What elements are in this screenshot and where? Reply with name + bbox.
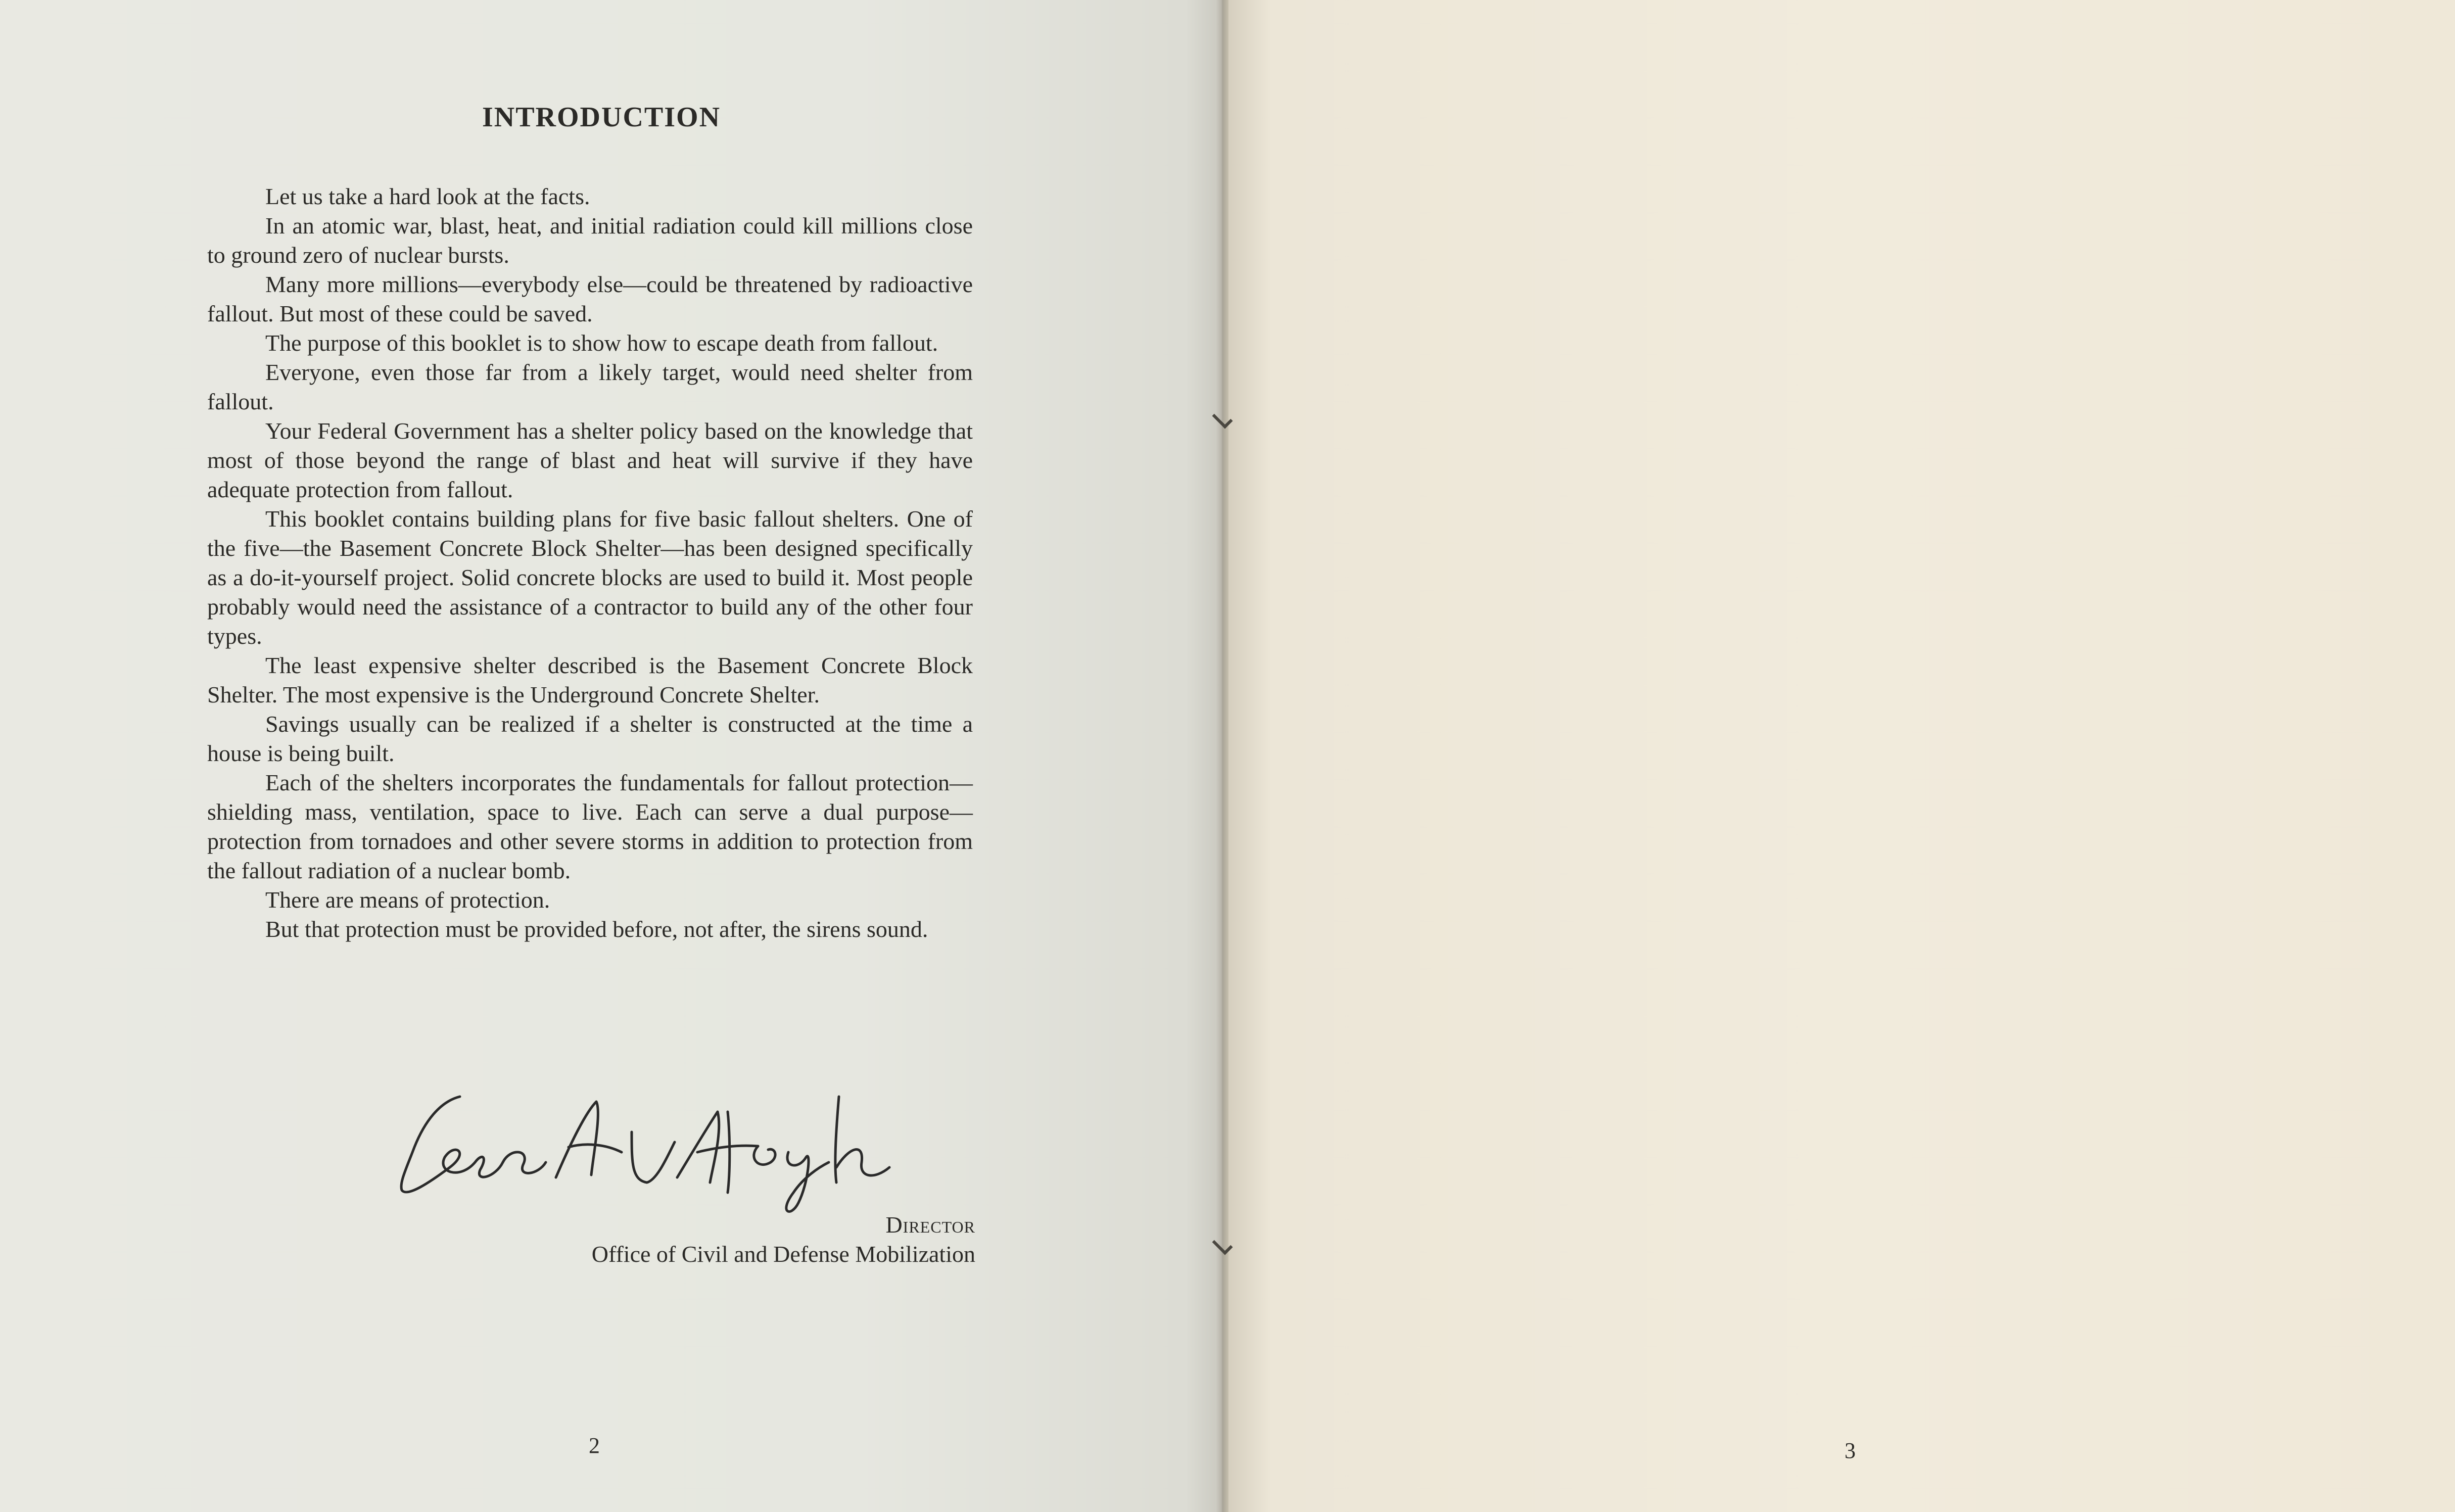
right-page [1222,0,2455,1512]
intro-paragraph: Everyone, even those far from a likely target, would need shelter from fallout. [207,359,973,414]
intro-paragraph: There are means of protection. [265,887,550,913]
signer-block [455,1210,975,1269]
intro-paragraph: Each of the shelters incorporates the fundamentals for fallout protection—shielding mass, ventilation, space to live. Each can serve a dual purpose—protection from tornadoes and other severe storms in addition to protection from the fallout radiation of a nuclear bomb. [207,770,973,883]
intro-paragraph: But that protection must be provided before, not after, the sirens sound. [265,916,928,942]
intro-paragraph: Your Federal Government has a shelter policy based on the knowledge that most of those beyond the range of blast and heat will survive if they have adequate protection from fallout. [207,418,973,502]
intro-paragraph: The purpose of this booklet is to show how to escape death from fallout. [265,330,938,356]
signer-title: Director [885,1212,975,1238]
introduction-heading: INTRODUCTION [482,102,721,133]
intro-paragraph: In an atomic war, blast, heat, and initial radiation could kill millions close to ground zero of nuclear bursts. [207,213,973,268]
intro-paragraph: Many more millions—everybody else—could be threatened by radioactive fallout. But most of these could be saved. [207,271,973,326]
signer-organization: Office of Civil and Defense Mobilization [591,1241,975,1267]
introduction-body [207,182,973,944]
director-signature [394,1081,975,1223]
intro-paragraph: Savings usually can be realized if a shelter is constructed at the time a house is being built. [207,711,973,766]
left-page [0,0,1222,1512]
intro-paragraph: This booklet contains building plans for five basic fallout shelters. One of the five—the Basement Concrete Block Shelter—has been designed specifically as a do-it-yourself project. Solid concrete blocks are used to build it. Most people probably would need the assistance of a contractor to build any of the other four types. [207,506,973,649]
intro-paragraph: The least expensive shelter described is the Basement Concrete Block Shelter. The most expensive is the Underground Concrete Shelter. [207,652,973,707]
intro-paragraph: Let us take a hard look at the facts. [265,183,590,209]
page-number-left: 2 [589,1433,600,1458]
page-number-right: 3 [1845,1438,1856,1463]
book-gutter [1215,0,1229,1512]
